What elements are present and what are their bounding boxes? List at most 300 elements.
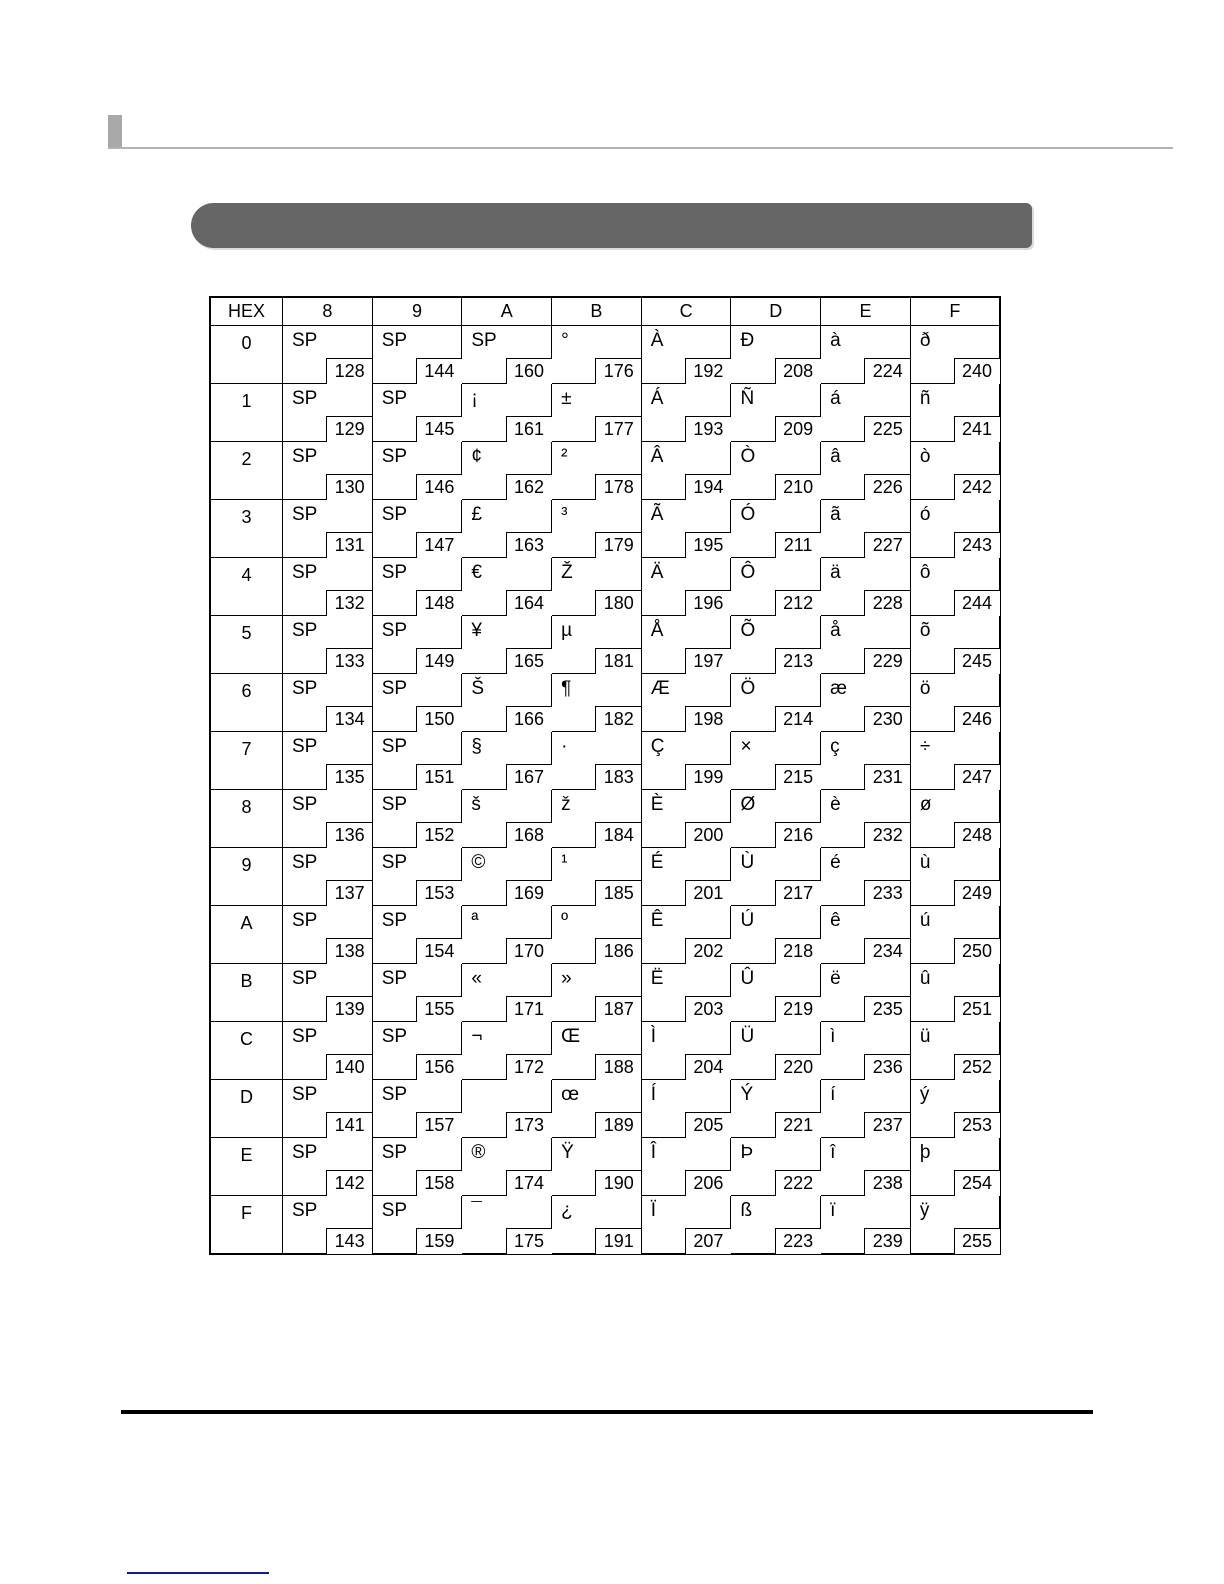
cell-character: SP: [381, 1142, 408, 1163]
cell-decimal-code: 131: [326, 532, 373, 559]
code-cell: [552, 442, 642, 500]
cell-decimal-code: 174: [506, 1170, 553, 1197]
code-cell: [372, 906, 462, 964]
cell-decimal-code: 246: [954, 706, 1001, 733]
cell-decimal-code: 197: [685, 648, 732, 675]
cell-character: SP: [292, 1142, 318, 1163]
code-cell: [641, 616, 731, 674]
cell-character: û: [919, 968, 931, 989]
code-cell: [641, 906, 731, 964]
code-cell: [641, 500, 731, 558]
code-cell: [552, 1138, 642, 1196]
column-header-c: C: [641, 297, 731, 326]
cell-character: ®: [471, 1142, 486, 1163]
cell-decimal-code: 146: [416, 474, 463, 501]
cell-decimal-code: 226: [864, 474, 911, 501]
cell-decimal-code: 136: [326, 822, 373, 849]
code-cell: [372, 1080, 462, 1138]
cell-decimal-code: 135: [326, 764, 373, 791]
cell-decimal-code: 212: [775, 590, 822, 617]
row-header-hex: 8: [210, 790, 283, 848]
cell-decimal-code: 220: [775, 1054, 822, 1081]
cell-character: ò: [919, 446, 931, 467]
code-cell: [731, 558, 821, 616]
code-cell: [910, 442, 1000, 500]
cell-character: µ: [561, 620, 573, 641]
code-cell: [283, 674, 373, 732]
cell-decimal-code: 228: [864, 590, 911, 617]
cell-character: SP: [381, 388, 408, 409]
cell-decimal-code: 176: [595, 358, 642, 385]
cell-character: SP: [381, 968, 408, 989]
row-header-hex: 7: [210, 732, 283, 790]
code-cell: [910, 790, 1000, 848]
cell-decimal-code: 140: [326, 1054, 373, 1081]
code-cell: [462, 442, 552, 500]
code-cell: [821, 558, 911, 616]
cell-character: SP: [381, 794, 408, 815]
cell-decimal-code: 224: [864, 358, 911, 385]
cell-decimal-code: 225: [864, 416, 911, 443]
cell-character: ª: [471, 910, 479, 931]
cell-character: Ð: [740, 330, 755, 351]
cell-character: ¹: [561, 852, 568, 873]
cell-character: SP: [292, 736, 318, 757]
code-cell: [731, 616, 821, 674]
cell-character: ÿ: [919, 1200, 930, 1221]
code-cell: [462, 1080, 552, 1138]
code-cell: [462, 1138, 552, 1196]
table-row-5: [210, 616, 1000, 674]
cell-character: Î: [650, 1142, 657, 1163]
code-cell: [731, 500, 821, 558]
cell-character: Â: [650, 446, 664, 467]
code-cell: [372, 1022, 462, 1080]
cell-character: SP: [292, 620, 318, 641]
cell-decimal-code: 151: [416, 764, 463, 791]
cell-decimal-code: 192: [685, 358, 732, 385]
code-cell: [821, 384, 911, 442]
cell-decimal-code: 204: [685, 1054, 732, 1081]
code-cell: [821, 442, 911, 500]
cell-decimal-code: 130: [326, 474, 373, 501]
row-header-hex: 4: [210, 558, 283, 616]
cell-character: SP: [381, 910, 408, 931]
page-edge-tab: [108, 115, 122, 148]
code-cell: [821, 1138, 911, 1196]
cell-character: ³: [561, 504, 568, 525]
cell-decimal-code: 183: [595, 764, 642, 791]
cell-character: «: [471, 968, 482, 989]
cell-character: Ã: [650, 504, 664, 525]
top-divider-rule: [108, 147, 1173, 149]
code-cell: [821, 674, 911, 732]
cell-character: ·: [561, 736, 568, 757]
code-cell: [731, 1196, 821, 1255]
section-title-bar: [191, 203, 1032, 248]
cell-character: Ý: [740, 1084, 754, 1105]
cell-decimal-code: 175: [506, 1228, 553, 1255]
code-cell: [552, 1080, 642, 1138]
cell-character: ö: [919, 678, 931, 699]
row-header-hex: 0: [210, 326, 283, 384]
cell-character: °: [561, 330, 569, 351]
code-cell: [552, 1022, 642, 1080]
code-cell: [821, 964, 911, 1022]
cell-decimal-code: 188: [595, 1054, 642, 1081]
cell-character: Ä: [650, 562, 664, 583]
cell-character: ×: [740, 736, 752, 757]
code-cell: [552, 616, 642, 674]
row-header-hex: 5: [210, 616, 283, 674]
cell-character: ã: [830, 504, 841, 525]
cell-character: ²: [561, 446, 568, 467]
cell-decimal-code: 195: [685, 532, 732, 559]
cell-character: Û: [740, 968, 755, 989]
cell-character: Í: [650, 1084, 657, 1105]
cell-decimal-code: 255: [954, 1228, 1001, 1255]
cell-decimal-code: 199: [685, 764, 732, 791]
column-header-d: D: [731, 297, 821, 326]
column-header-b: B: [552, 297, 642, 326]
code-cell: [552, 500, 642, 558]
cell-character: Ë: [650, 968, 664, 989]
code-cell: [641, 1080, 731, 1138]
cell-character: Á: [650, 388, 664, 409]
code-cell: [283, 326, 373, 384]
cell-decimal-code: 128: [326, 358, 373, 385]
cell-decimal-code: 235: [864, 996, 911, 1023]
cell-decimal-code: 201: [685, 880, 732, 907]
code-cell: [910, 326, 1000, 384]
code-cell: [283, 384, 373, 442]
cell-decimal-code: 196: [685, 590, 732, 617]
code-cell: [462, 906, 552, 964]
cell-character: Œ: [561, 1026, 581, 1047]
cell-decimal-code: 187: [595, 996, 642, 1023]
character-code-table: [209, 296, 1001, 1255]
cell-character: Ø: [740, 794, 756, 815]
cell-character: SP: [381, 736, 408, 757]
cell-character: ü: [919, 1026, 931, 1047]
code-cell: [910, 558, 1000, 616]
table-row-a: [210, 906, 1000, 964]
code-cell: [910, 1080, 1000, 1138]
cell-character: SP: [292, 562, 318, 583]
code-cell: [910, 1138, 1000, 1196]
cell-character: §: [471, 736, 482, 757]
cell-decimal-code: 180: [595, 590, 642, 617]
code-cell: [283, 906, 373, 964]
cell-character: SP: [292, 1026, 318, 1047]
cell-decimal-code: 153: [416, 880, 463, 907]
cell-character: SP: [381, 1084, 408, 1105]
code-cell: [462, 848, 552, 906]
code-cell: [372, 326, 462, 384]
cell-decimal-code: 148: [416, 590, 463, 617]
cell-decimal-code: 181: [595, 648, 642, 675]
cell-decimal-code: 172: [506, 1054, 553, 1081]
cell-decimal-code: 168: [506, 822, 553, 849]
cell-decimal-code: 232: [864, 822, 911, 849]
cell-character: å: [830, 620, 841, 641]
cell-decimal-code: 207: [685, 1228, 732, 1255]
cell-decimal-code: 208: [775, 358, 822, 385]
cell-character: ñ: [919, 388, 931, 409]
code-cell: [462, 500, 552, 558]
table-row-f: [210, 1196, 1000, 1255]
row-header-hex: A: [210, 906, 283, 964]
row-header-hex: 6: [210, 674, 283, 732]
code-cell: [731, 732, 821, 790]
code-cell: [641, 848, 731, 906]
code-cell: [821, 1080, 911, 1138]
code-cell: [641, 442, 731, 500]
cell-decimal-code: 193: [685, 416, 732, 443]
cell-decimal-code: 198: [685, 706, 732, 733]
cell-character: ©: [471, 852, 486, 873]
cell-character: ž: [561, 794, 571, 815]
code-cell: [910, 906, 1000, 964]
cell-character: þ: [919, 1142, 931, 1163]
cell-character: š: [471, 794, 481, 815]
code-cell: [283, 442, 373, 500]
cell-decimal-code: 154: [416, 938, 463, 965]
cell-decimal-code: 244: [954, 590, 1001, 617]
code-cell: [641, 326, 731, 384]
cell-decimal-code: 218: [775, 938, 822, 965]
cell-character: Õ: [740, 620, 756, 641]
cell-decimal-code: 145: [416, 416, 463, 443]
code-cell: [552, 384, 642, 442]
cell-decimal-code: 222: [775, 1170, 822, 1197]
cell-character: SP: [381, 562, 408, 583]
cell-decimal-code: 205: [685, 1112, 732, 1139]
cell-character: Ü: [740, 1026, 755, 1047]
cell-decimal-code: 216: [775, 822, 822, 849]
cell-decimal-code: 241: [954, 416, 1001, 443]
cell-character: ¡: [471, 388, 478, 409]
cell-decimal-code: 157: [416, 1112, 463, 1139]
cell-decimal-code: 177: [595, 416, 642, 443]
cell-decimal-code: 182: [595, 706, 642, 733]
cell-decimal-code: 190: [595, 1170, 642, 1197]
cell-decimal-code: 171: [506, 996, 553, 1023]
cell-decimal-code: 189: [595, 1112, 642, 1139]
table-row-3: [210, 500, 1000, 558]
code-cell: [641, 1196, 731, 1255]
cell-character: ð: [919, 330, 931, 351]
code-cell: [462, 790, 552, 848]
cell-character: SP: [292, 910, 318, 931]
code-cell: [910, 1022, 1000, 1080]
code-cell: [283, 1080, 373, 1138]
table-header-row: [210, 297, 1000, 326]
cell-decimal-code: 134: [326, 706, 373, 733]
cell-decimal-code: 129: [326, 416, 373, 443]
table-row-c: [210, 1022, 1000, 1080]
cell-character: SP: [292, 1084, 318, 1105]
code-cell: [372, 616, 462, 674]
cell-decimal-code: 221: [775, 1112, 822, 1139]
code-cell: [372, 442, 462, 500]
cell-character: œ: [561, 1084, 579, 1105]
cell-character: Ò: [740, 446, 756, 467]
row-header-hex: E: [210, 1138, 283, 1196]
cell-character: à: [830, 330, 841, 351]
cell-decimal-code: 253: [954, 1112, 1001, 1139]
cell-decimal-code: 159: [416, 1228, 463, 1255]
code-cell: [372, 558, 462, 616]
cell-decimal-code: 236: [864, 1054, 911, 1081]
code-cell: [910, 384, 1000, 442]
row-header-hex: 9: [210, 848, 283, 906]
cell-decimal-code: 170: [506, 938, 553, 965]
code-cell: [552, 848, 642, 906]
code-cell: [821, 500, 911, 558]
code-cell: [462, 326, 552, 384]
cell-character: Ñ: [740, 388, 755, 409]
cell-decimal-code: 215: [775, 764, 822, 791]
row-header-hex: F: [210, 1196, 283, 1255]
code-cell: [910, 674, 1000, 732]
cell-character: ±: [561, 388, 572, 409]
cell-decimal-code: 252: [954, 1054, 1001, 1081]
code-cell: [821, 906, 911, 964]
cell-character: Æ: [650, 678, 670, 699]
cell-decimal-code: 150: [416, 706, 463, 733]
cell-decimal-code: 239: [864, 1228, 911, 1255]
code-cell: [731, 906, 821, 964]
cell-decimal-code: 227: [864, 532, 911, 559]
cell-character: Ô: [740, 562, 756, 583]
cell-decimal-code: 178: [595, 474, 642, 501]
cell-character: è: [830, 794, 841, 815]
cell-character: Š: [471, 678, 485, 699]
footer-divider-rule: [121, 1410, 1093, 1414]
cell-character: SP: [292, 678, 318, 699]
cell-decimal-code: 230: [864, 706, 911, 733]
cell-decimal-code: 202: [685, 938, 732, 965]
table-row-4: [210, 558, 1000, 616]
code-cell: [462, 1022, 552, 1080]
code-cell: [283, 964, 373, 1022]
row-header-hex: B: [210, 964, 283, 1022]
code-cell: [821, 732, 911, 790]
cell-character: ì: [830, 1026, 836, 1047]
column-header-a: A: [462, 297, 552, 326]
code-cell: [731, 674, 821, 732]
cell-decimal-code: 243: [954, 532, 1001, 559]
table-row-d: [210, 1080, 1000, 1138]
cell-decimal-code: 229: [864, 648, 911, 675]
code-cell: [372, 732, 462, 790]
code-cell: [641, 674, 731, 732]
cell-character: SP: [381, 446, 408, 467]
cell-decimal-code: 139: [326, 996, 373, 1023]
cell-character: Ú: [740, 910, 755, 931]
code-cell: [283, 1138, 373, 1196]
cell-decimal-code: 144: [416, 358, 463, 385]
cell-character: É: [650, 852, 664, 873]
code-cell: [552, 326, 642, 384]
code-cell: [821, 1196, 911, 1255]
cell-character: SP: [381, 852, 408, 873]
column-header-9: 9: [372, 297, 462, 326]
code-cell: [552, 558, 642, 616]
cell-character: €: [471, 562, 482, 583]
table-row-0: [210, 326, 1000, 384]
cell-character: ï: [830, 1200, 836, 1221]
cell-decimal-code: 143: [326, 1228, 373, 1255]
cell-character: Ê: [650, 910, 664, 931]
cell-decimal-code: 147: [416, 532, 463, 559]
cell-character: SP: [292, 794, 318, 815]
cell-character: »: [561, 968, 572, 989]
cell-decimal-code: 213: [775, 648, 822, 675]
cell-decimal-code: 237: [864, 1112, 911, 1139]
code-cell: [462, 558, 552, 616]
code-cell: [283, 732, 373, 790]
code-cell: [821, 790, 911, 848]
cell-character: Ó: [740, 504, 756, 525]
cell-character: Þ: [740, 1142, 754, 1163]
code-cell: [283, 558, 373, 616]
cell-character: À: [650, 330, 664, 351]
cell-character: ù: [919, 852, 931, 873]
corner-header-hex: HEX: [210, 297, 283, 326]
cell-character: ý: [919, 1084, 930, 1105]
cell-decimal-code: 141: [326, 1112, 373, 1139]
cell-character: ¥: [471, 620, 482, 641]
cell-decimal-code: 219: [775, 996, 822, 1023]
table-row-e: [210, 1138, 1000, 1196]
table-row-7: [210, 732, 1000, 790]
cell-decimal-code: 173: [506, 1112, 553, 1139]
cell-decimal-code: 163: [506, 532, 553, 559]
cell-decimal-code: 132: [326, 590, 373, 617]
code-cell: [731, 326, 821, 384]
cell-character: SP: [292, 330, 318, 351]
code-cell: [641, 790, 731, 848]
row-header-hex: C: [210, 1022, 283, 1080]
cell-decimal-code: 179: [595, 532, 642, 559]
cell-character: é: [830, 852, 841, 873]
code-cell: [731, 964, 821, 1022]
cell-decimal-code: 191: [595, 1228, 642, 1255]
table-row-8: [210, 790, 1000, 848]
cell-decimal-code: 138: [326, 938, 373, 965]
cell-character: £: [471, 504, 482, 525]
cell-character: Ž: [561, 562, 573, 583]
code-cell: [731, 384, 821, 442]
cell-character: ë: [830, 968, 841, 989]
cell-character: Ï: [650, 1200, 657, 1221]
code-cell: [552, 790, 642, 848]
code-cell: [821, 1022, 911, 1080]
table-row-6: [210, 674, 1000, 732]
cell-character: SP: [292, 446, 318, 467]
code-cell: [462, 964, 552, 1022]
code-cell: [372, 674, 462, 732]
cell-character: ¯: [471, 1200, 482, 1221]
code-cell: [731, 442, 821, 500]
code-cell: [552, 674, 642, 732]
code-cell: [283, 1022, 373, 1080]
code-cell: [552, 732, 642, 790]
cell-character: SP: [381, 330, 408, 351]
code-cell: [910, 616, 1000, 674]
